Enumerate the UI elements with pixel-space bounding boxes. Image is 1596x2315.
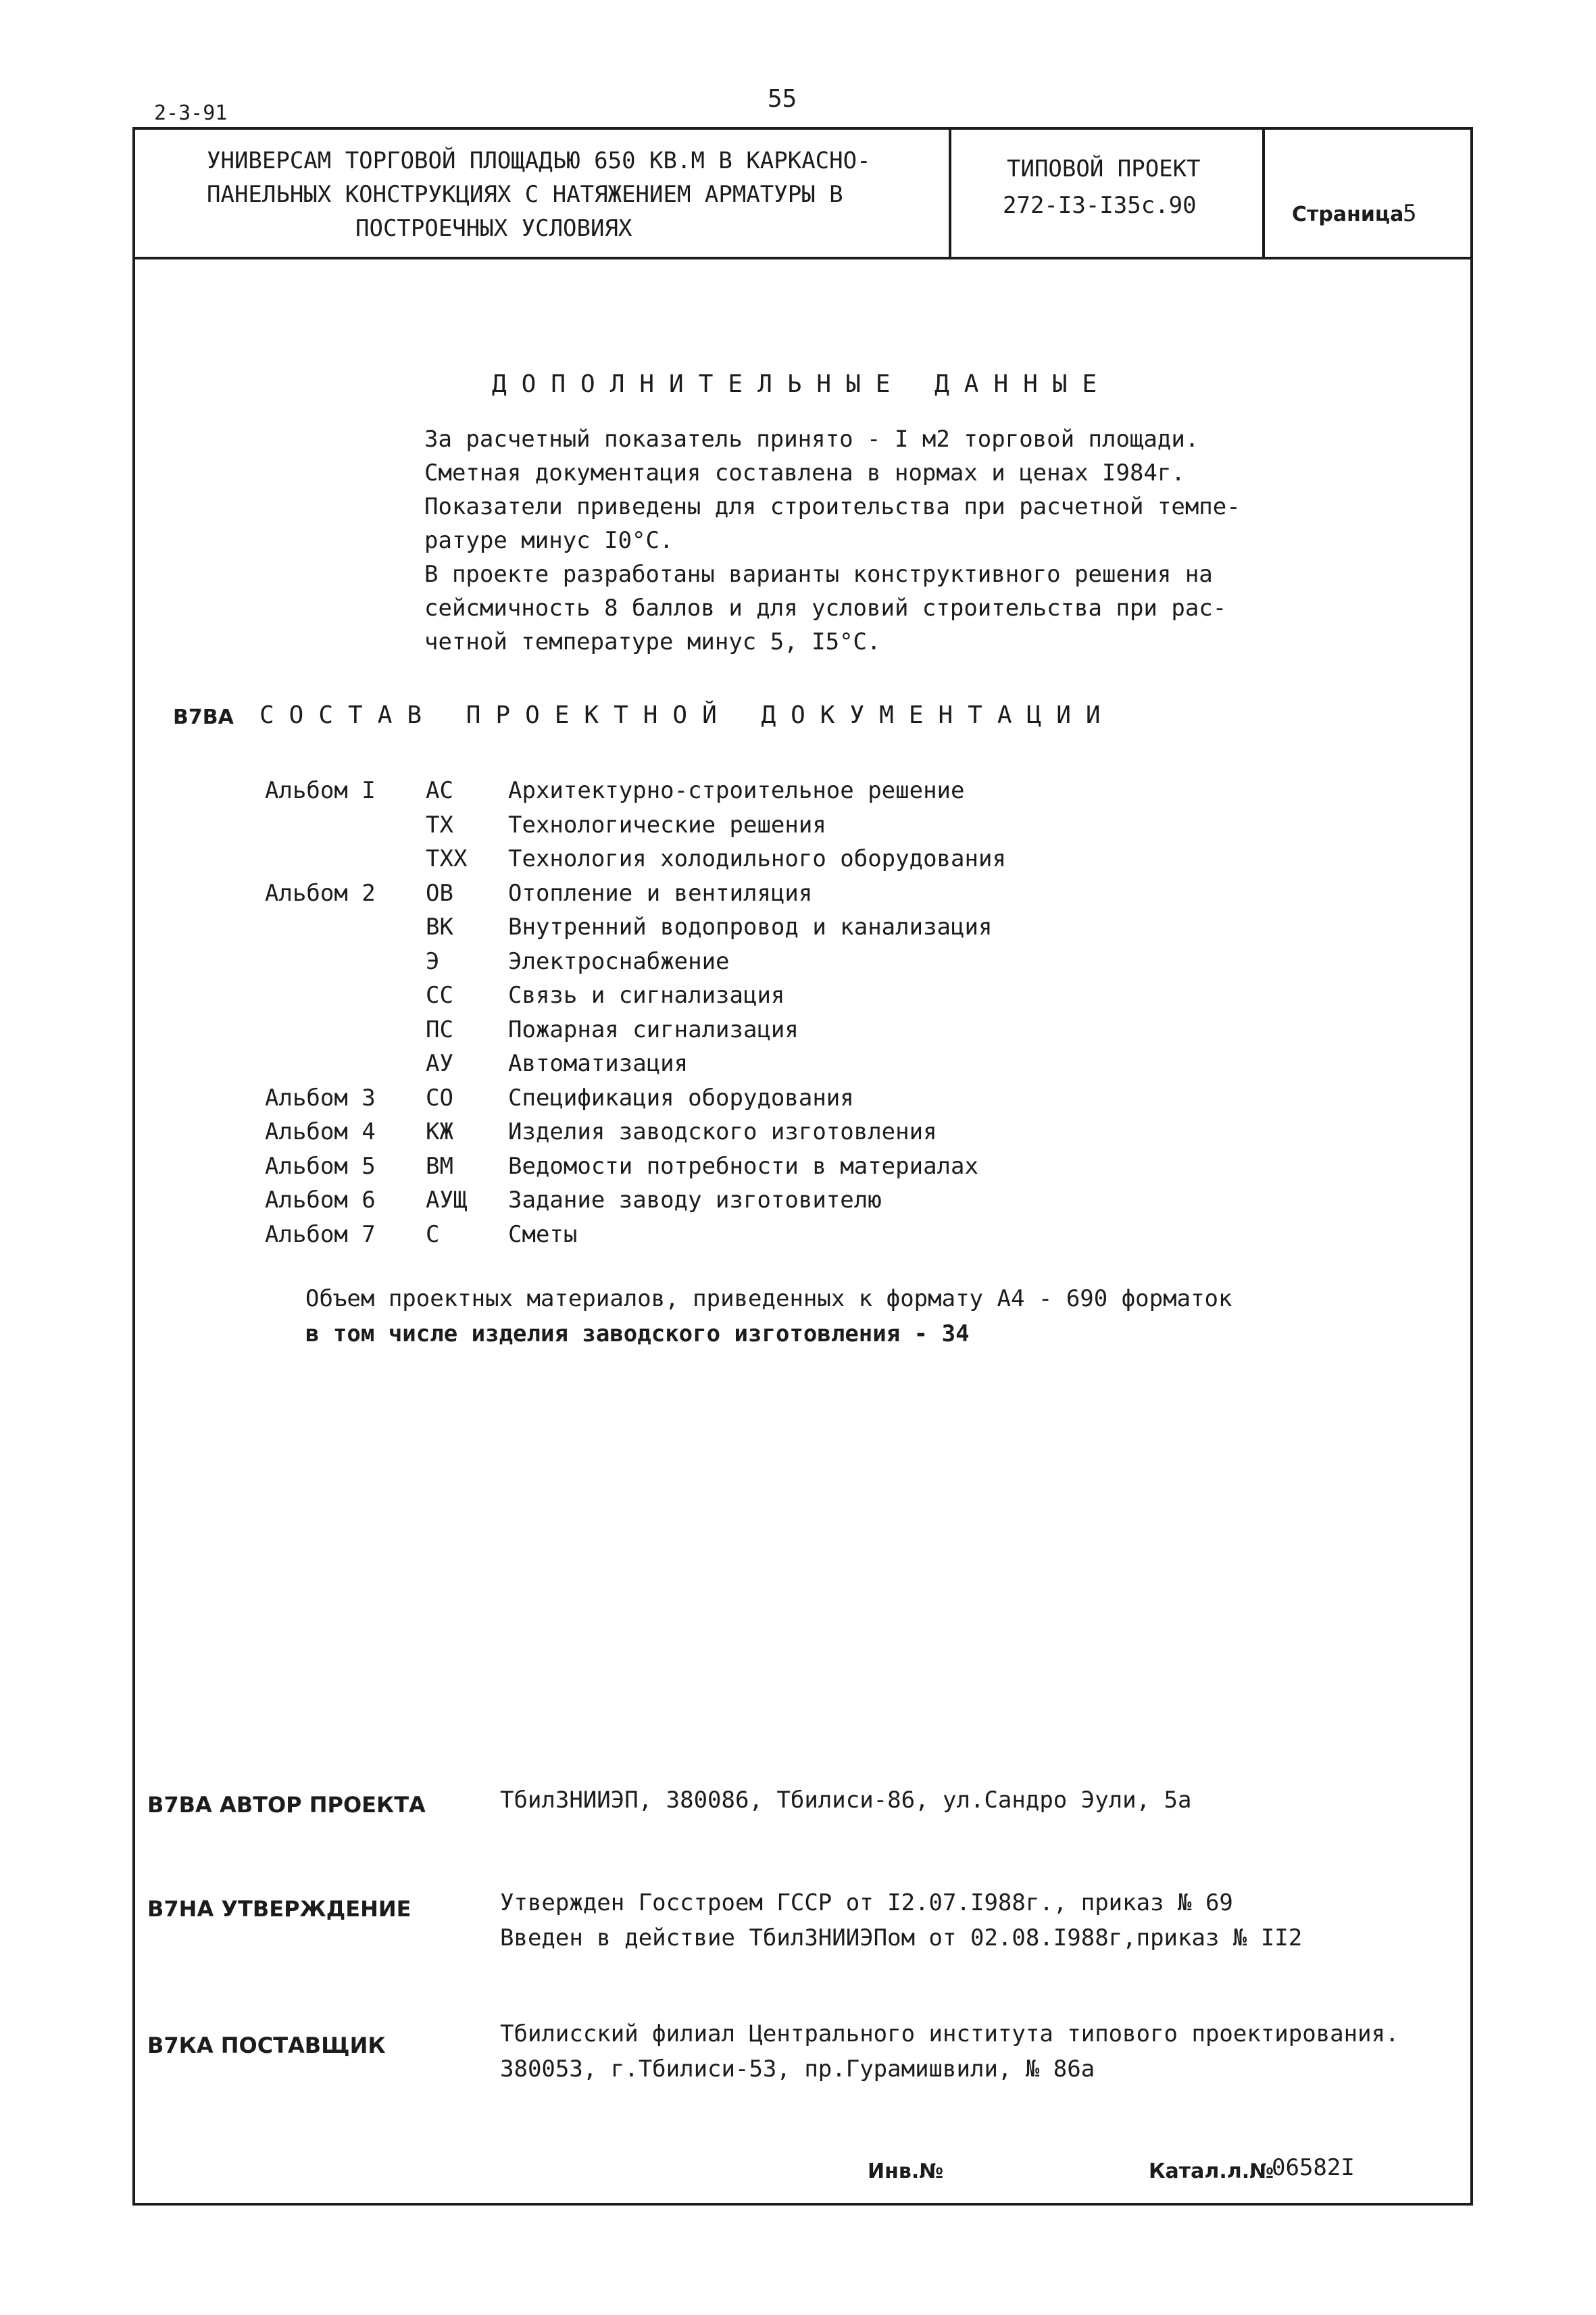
album-cell: Альбом 5 xyxy=(265,1153,376,1180)
header-divider-2 xyxy=(1262,127,1265,257)
album-cell: Альбом 3 xyxy=(265,1085,376,1112)
album-cell: Альбом 2 xyxy=(265,880,376,907)
name-cell: Внутренний водопровод и канализация xyxy=(508,914,993,941)
volume-line: в том числе изделия заводского изготовления - 34 xyxy=(305,1320,970,1347)
mark-cell: ПС xyxy=(426,1016,453,1043)
name-cell: Связь и сигнализация xyxy=(508,982,785,1009)
supplier-line: 380053, г.Тбилиси-53, пр.Гурамишвили, № 86а xyxy=(500,2056,1095,2083)
mark-cell: ТХХ xyxy=(426,845,468,872)
name-cell: Ведомости потребности в материалах xyxy=(508,1153,978,1180)
inventory-label: Инв.№ xyxy=(868,2160,944,2183)
name-cell: Отопление и вентиляция xyxy=(508,880,813,907)
text-line: В проекте разработаны варианты конструктивного решения на xyxy=(424,561,1213,588)
mark-cell: КЖ xyxy=(426,1118,453,1145)
author-text: ТбилЗНИИЭП, 380086, Тбилиси-86, ул.Сандро Эули, 5а xyxy=(500,1787,1192,1814)
name-cell: Сметы xyxy=(508,1221,578,1248)
text-line: сейсмичность 8 баллов и для условий строительства при рас- xyxy=(424,595,1227,622)
mark-cell: ВК xyxy=(426,914,453,941)
text-line: Показатели приведены для строительства при расчетной темпе- xyxy=(424,493,1241,520)
approval-label: В7НА УТВЕРЖДЕНИЕ xyxy=(147,1896,412,1922)
name-cell: Спецификация оборудования xyxy=(508,1085,854,1112)
name-cell: Электроснабжение xyxy=(508,948,730,975)
page-number: 55 xyxy=(768,85,797,113)
header-title-line: УНИВЕРСАМ ТОРГОВОЙ ПЛОЩАДЬЮ 650 КВ.М В КАРКАСНО- xyxy=(207,147,871,174)
composition-code: В7ВА xyxy=(173,705,234,729)
supplier-label: В7КА ПОСТАВЩИК xyxy=(147,2033,386,2058)
page-label: Страница xyxy=(1292,203,1404,226)
text-line: ратуре минус I0°С. xyxy=(424,527,674,554)
name-cell: Автоматизация xyxy=(508,1050,689,1077)
composition-heading: СОСТАВ ПРОЕКТНОЙ ДОКУМЕНТАЦИИ xyxy=(259,701,1116,729)
approval-line: Утвержден Госстроем ГССР от I2.07.I988г., приказ № 69 xyxy=(500,1889,1233,1916)
name-cell: Пожарная сигнализация xyxy=(508,1016,799,1043)
supplier-line: Тбилисский филиал Центрального института типового проектирования. xyxy=(500,2020,1399,2047)
header-title-line: ПОСТРОЕЧНЫХ УСЛОВИЯХ xyxy=(355,215,632,242)
additional-heading: ДОПОЛНИТЕЛЬНЫЕ ДАННЫЕ xyxy=(492,370,1112,398)
album-cell: Альбом I xyxy=(265,777,376,804)
album-cell: Альбом 6 xyxy=(265,1187,376,1214)
catalog-value: 06582I xyxy=(1272,2154,1355,2181)
approval-line: Введен в действие ТбилЗНИИЭПом от 02.08.I988г,приказ № II2 xyxy=(500,1924,1303,1951)
author-label: В7ВА АВТОР ПРОЕКТА xyxy=(147,1792,426,1818)
mark-cell: ТХ xyxy=(426,812,453,839)
project-code: 272-I3-I35с.90 xyxy=(1003,192,1197,219)
album-cell: Альбом 7 xyxy=(265,1221,376,1248)
project-label: ТИПОВОЙ ПРОЕКТ xyxy=(1007,155,1201,182)
mark-cell: АУЩ xyxy=(426,1187,468,1214)
top-left-code: 2-3-91 xyxy=(154,101,228,125)
mark-cell: С xyxy=(426,1221,440,1248)
mark-cell: АС xyxy=(426,777,453,804)
mark-cell: СС xyxy=(426,982,453,1009)
album-cell: Альбом 4 xyxy=(265,1118,376,1145)
mark-cell: ВМ xyxy=(426,1153,453,1180)
name-cell: Изделия заводского изготовления xyxy=(508,1118,937,1145)
name-cell: Технологические решения xyxy=(508,812,826,839)
header-bottom-rule xyxy=(132,257,1473,259)
mark-cell: Э xyxy=(426,948,440,975)
mark-cell: АУ xyxy=(426,1050,453,1077)
volume-line: Объем проектных материалов, приведенных к формату А4 - 690 форматок xyxy=(305,1285,1232,1312)
name-cell: Архитектурно-строительное решение xyxy=(508,777,965,804)
header-title-line: ПАНЕЛЬНЫХ КОНСТРУКЦИЯХ С НАТЯЖЕНИЕМ АРМАТУРЫ В xyxy=(207,181,843,208)
page-value: 5 xyxy=(1403,200,1417,227)
name-cell: Технология холодильного оборудования xyxy=(508,845,1006,872)
text-line: Сметная документация составлена в нормах и ценах I984г. xyxy=(424,459,1185,487)
catalog-label: Катал.л.№ xyxy=(1149,2160,1274,2183)
mark-cell: ОВ xyxy=(426,880,453,907)
text-line: четной температуре минус 5, I5°С. xyxy=(424,628,881,655)
name-cell: Задание заводу изготовителю xyxy=(508,1187,882,1214)
mark-cell: СО xyxy=(426,1085,453,1112)
text-line: За расчетный показатель принято - I м2 торговой площади. xyxy=(424,426,1199,453)
header-divider-1 xyxy=(949,127,951,257)
